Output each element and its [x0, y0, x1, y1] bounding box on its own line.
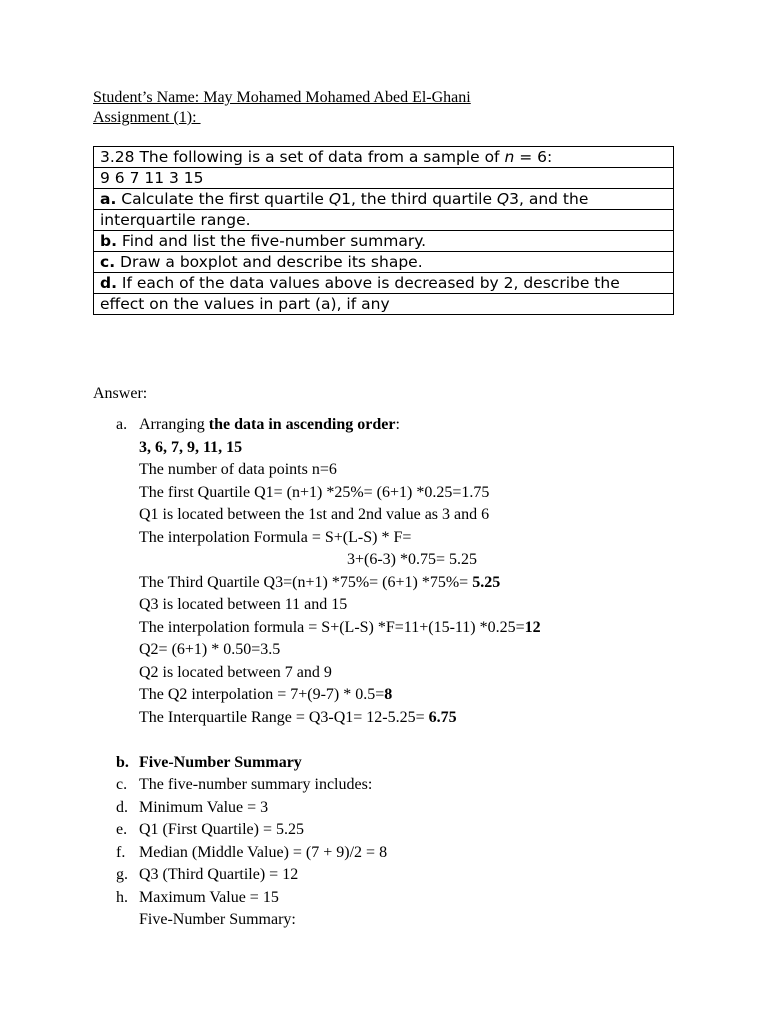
- list-marker: g.: [116, 866, 128, 883]
- table-row: 3.28 The following is a set of data from a sample of n = 6:: [94, 147, 674, 168]
- table-row: b. Find and list the five-number summary.: [94, 231, 674, 252]
- list-item: The number of data points n=6: [139, 461, 337, 478]
- list-item: The Q2 interpolation = 7+(9-7) * 0.5=8: [139, 686, 393, 703]
- list-item: Q1 is located between the 1st and 2nd value as 3 and 6: [139, 506, 490, 523]
- list-item: The first Quartile Q1= (n+1) *25%= (6+1) *0.25=1.75: [139, 484, 490, 501]
- answer-label: Answer:: [93, 385, 148, 402]
- table-row: a. Calculate the first quartile Q1, the third quartile Q3, and the: [94, 189, 674, 210]
- student-name: Student’s Name: May Mohamed Mohamed Abed El-Ghani: [93, 89, 471, 106]
- list-item: Q3 is located between 11 and 15: [139, 596, 348, 613]
- list-item: The interpolation formula = S+(L-S) *F=11+(15-11) *0.25=12: [139, 619, 541, 636]
- list-item: Five-Number Summary: [139, 754, 302, 771]
- list-item: The Interquartile Range = Q3-Q1= 12-5.25= 6.75: [139, 709, 457, 726]
- list-marker: b.: [116, 754, 129, 771]
- table-row: interquartile range.: [94, 210, 674, 231]
- list-marker: c.: [116, 776, 128, 793]
- question-table: [93, 146, 674, 315]
- assignment-title: Assignment (1):: [93, 109, 201, 126]
- list-item: Five-Number Summary:: [139, 911, 296, 928]
- list-item: The interpolation Formula = S+(L-S) * F=: [139, 529, 412, 546]
- table-row: c. Draw a boxplot and describe its shape.: [94, 252, 674, 273]
- list-item: Minimum Value = 3: [139, 799, 269, 816]
- list-item: Arranging the data in ascending order:: [139, 416, 400, 433]
- list-item: 3+(6-3) *0.75= 5.25: [347, 551, 478, 568]
- list-item: 3, 6, 7, 9, 11, 15: [139, 439, 243, 456]
- table-row: effect on the values in part (a), if any: [94, 294, 674, 315]
- list-item: Q2= (6+1) * 0.50=3.5: [139, 641, 281, 658]
- list-marker: f.: [116, 844, 126, 861]
- list-item: Median (Middle Value) = (7 + 9)/2 = 8: [139, 844, 388, 861]
- list-item: The Third Quartile Q3=(n+1) *75%= (6+1) *75%= 5.25: [139, 574, 501, 591]
- list-marker: e.: [116, 821, 128, 838]
- table-row: 9 6 7 11 3 15: [94, 168, 674, 189]
- list-item: The five-number summary includes:: [139, 776, 373, 793]
- list-item: Q2 is located between 7 and 9: [139, 664, 332, 681]
- list-item: Q1 (First Quartile) = 5.25: [139, 821, 304, 838]
- list-item: Q3 (Third Quartile) = 12: [139, 866, 299, 883]
- table-row: d. If each of the data values above is decreased by 2, describe the: [94, 273, 674, 294]
- list-marker: h.: [116, 889, 128, 906]
- document-header: [93, 88, 471, 128]
- list-marker: a.: [116, 416, 128, 433]
- list-marker: d.: [116, 799, 128, 816]
- list-item: Maximum Value = 15: [139, 889, 279, 906]
